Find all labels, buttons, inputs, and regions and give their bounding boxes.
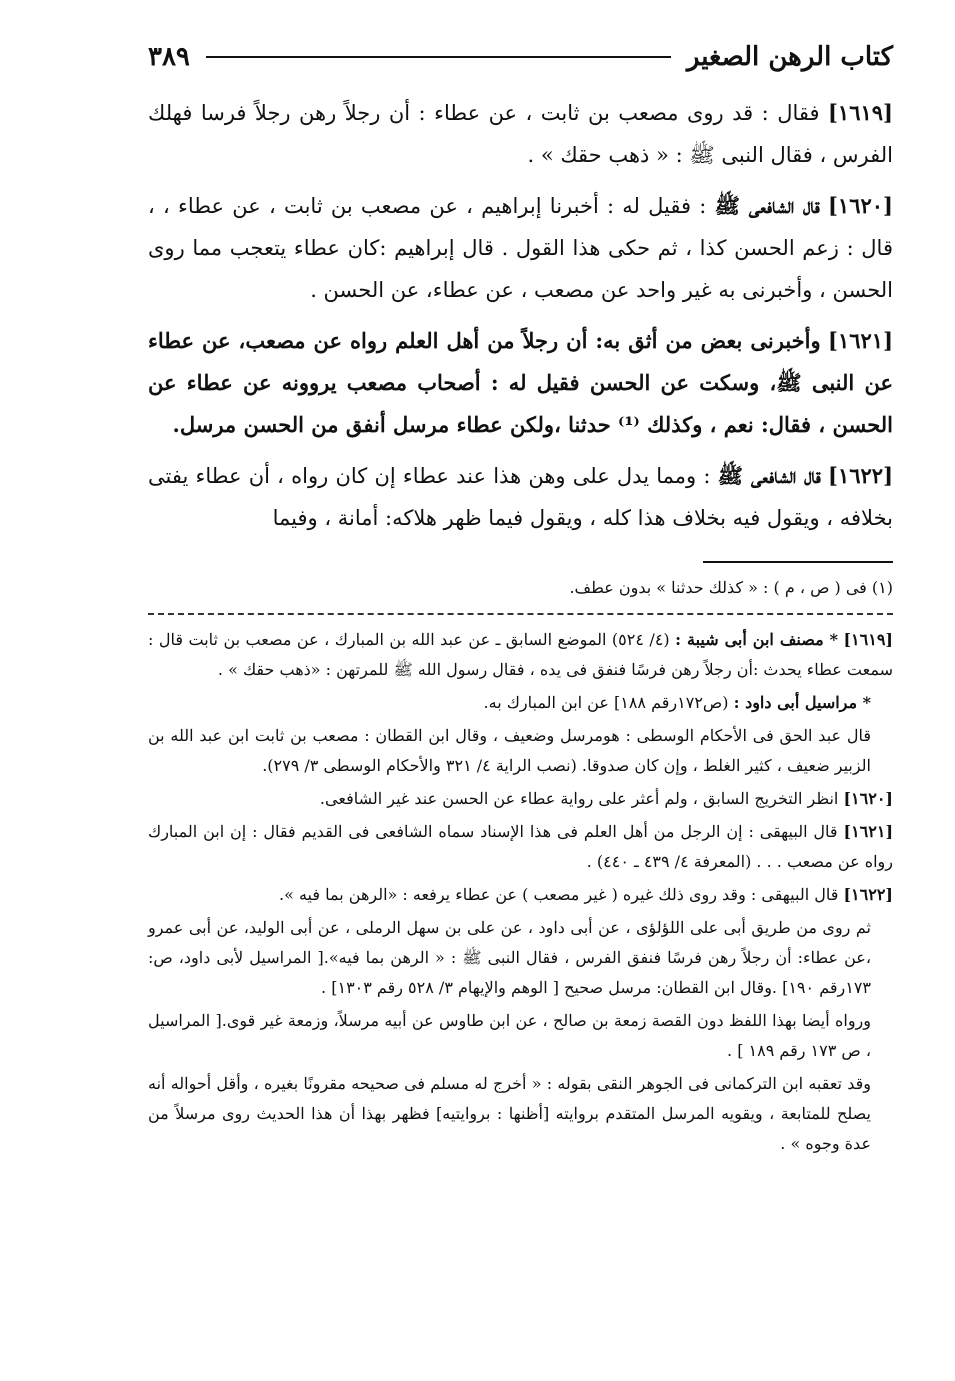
takhrij-notes [148,625,893,1159]
footnote-1: (١) فى ( ص ، م ) : « كذلك حدثنا » بدون عطف. [569,578,893,597]
paragraph-text: وأخبرنى بعض من أثق به: أن رجلاً من أهل العلم رواه عن مصعب، عن عطاء عن النبى ﷺ، وسكت عن الحسن فقيل له : أصحاب مصعب يروونه عن عطاء عن الحسن ، فقال: نعم ، وكذلك ⁽¹⁾ حدثنا ،ولكن عطاء مرسل أنفق من الحسن مرسل. [148,328,893,437]
paragraph-1620 [148,185,893,311]
paragraph-text: : فقيل له : أخبرنا إبراهيم ، عن مصعب بن ثابت ، عن عطاء ، ، قال : زعم الحسن كذا ، ثم حكى هذا القول . قال إبراهيم :كان عطاء يتعجب مما روى الحسن ، وأخبرنى به غير واحد عن مصعب ، عن عطاء، عن الحسن . [148,194,893,302]
note-number: [١٦٢٢] [843,885,893,904]
notes-divider [148,613,893,615]
note-text: قال البيهقى : إن الرجل من أهل العلم فى هذا الإسناد سماه الشافعى فى القديم فقال : إن ابن المبارك رواه عن مصعب . . . (المعرفة ٤/ ٤٣٩ ـ ٤٤٠) . [148,822,893,871]
paragraph-1622 [148,455,893,539]
paragraph-number: [١٦٢٢] [828,463,893,488]
note-number: [١٦٢٠] [843,789,893,808]
note-1620 [148,784,893,814]
note-text: قال البيهقى : وقد روى ذلك غيره ( غير مصعب ) عن عطاء يرفعه : «الرهن بما فيه ». [279,885,839,904]
running-title: كتاب الرهن الصغير [686,42,893,72]
paragraph-1619 [148,92,893,176]
paragraph-number: [١٦١٩] [827,100,893,125]
note-1621 [148,817,893,877]
page-header [148,40,893,74]
note-1619-comment: قال عبد الحق فى الأحكام الوسطى : هومرسل وضعيف ، وقال ابن القطان : مصعب بن ثابت ابن عبد الله بن الزبير ضعيف ، كثير الغلط ، وإن كان صدوقا. (نصب الراية ٤/ ٣٢١ والأحكام الوسطى ٣/ ٢٧٩). [148,726,871,775]
note-1622-turkmani: وقد تعقبه ابن التركمانى فى الجوهر النقى بقوله : « أخرج له مسلم فى صحيحه مقرونًا بغيره ، وأقل أحواله أنه يصلح للمتابعة ، ويقويه المرسل المتقدم بروايته [أظنها : بروايتيه] فظهر بهذا أن هذا الحديث روى مرسلاً من عدة وجوه » . [148,1074,871,1153]
main-text [148,92,893,539]
note-source: * مراسيل أبى داود : [733,693,871,712]
paragraph-lead: قال الشافعى ﷺ [714,193,820,218]
note-text: انظر التخريج السابق ، ولم أعثر على رواية عطاء عن الحسن عند غير الشافعى. [319,789,839,808]
note-text: (ص١٧٢رقم ١٨٨] عن ابن المبارك به. [483,693,729,712]
note-1622-chain: ثم روى من طريق أبى على اللؤلؤى ، عن أبى داود ، عن على بن سهل الرملى ، عن أبى الوليد، عن أبى عمرو ،عن عطاء: أن رجلاً رهن فرسًا فنفق الفرس ، فقال النبى ﷺ : « الرهن بما فيه».[ المراسيل لأبى داود، ص: ١٧٣رقم ١٩٠] .وقال ابن القطان: مرسل صحيح [ الوهم والإيهام ٣/ ٥٢٨ رقم ١٣٠٣] . [148,918,872,997]
paragraph-text: : ومما يدل على وهن هذا عند عطاء إن كان رواه ، أن عطاء يفتى بخلافه ، ويقول فيه بخلاف هذا كله ، ويقول فيما ظهر هلاكه: أمانة ، وفيما [148,464,893,530]
note-1619 [148,625,893,685]
note-number: [١٦١٩] [843,630,893,649]
note-number: [١٦٢١] [843,822,894,841]
header-rule [206,56,671,58]
paragraph-number: [١٦٢٠] [827,193,893,218]
paragraph-text: فقال : قد روى مصعب بن ثابت ، عن عطاء : أن رجلاً رهن رجلاً فرسا فهلك الفرس ، فقال النبى ﷺ : « ذهب حقك » . [148,101,893,167]
footnote-separator [703,561,893,563]
note-1622 [148,880,893,910]
note-1622-zamaa: ورواه أيضا بهذا اللفظ دون القصة زمعة بن صالح ، عن ابن طاوس عن أبيه مرسلاً، وزمعة غير قوى.[ المراسيل ، ص ١٧٣ رقم ١٨٩ ] . [148,1011,871,1060]
paragraph-1621 [148,320,893,446]
page-number: ٣٨٩ [148,42,190,72]
paragraph-lead: قال الشافعى ﷺ [717,463,821,488]
paragraph-number: [١٦٢١] [828,328,893,353]
note-source: * مصنف ابن أبى شيبة : [675,630,838,649]
note-text: (٤/ ٥٢٤) الموضع السابق ـ عن عبد الله بن المبارك ، عن مصعب بن ثابت قال : سمعت عطاء يحدث :أن رجلاً رهن فرسًا فنفق فى يده ، فقال رسول الله ﷺ للمرتهن : «ذهب حقك » . [148,630,893,679]
note-1619-marasil [148,688,893,718]
